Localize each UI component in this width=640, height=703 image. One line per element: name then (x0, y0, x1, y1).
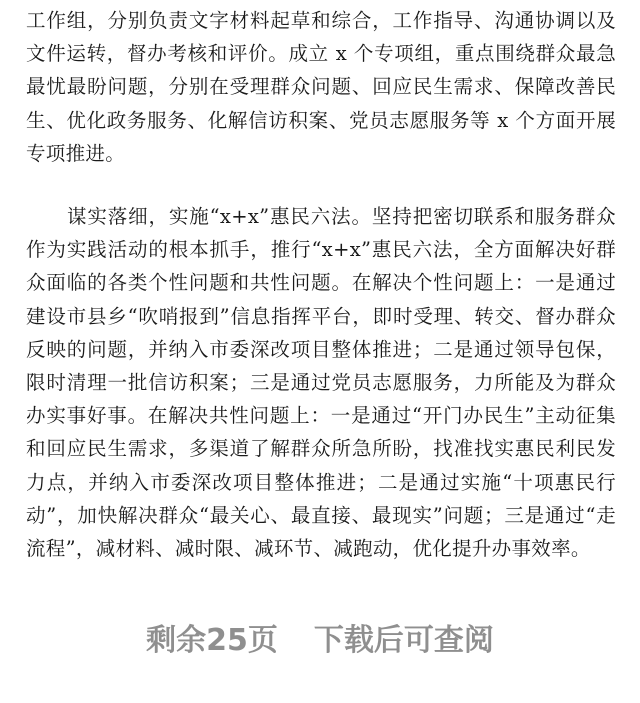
download-footer[interactable] (0, 616, 640, 666)
document-body (26, 0, 616, 565)
download-to-view-label[interactable]: 下载后可查阅 (313, 623, 494, 658)
paragraph-six-methods: 谋实落细，实施“x+x”惠民六法。坚持把密切联系和服务群众作为实践活动的根本抓手，推行“x+x”惠民六法，全方面解决好群众面临的各类个性问题和共性问题。在解决个性问题上：一是通过建设市县乡“吹哨报到”信息指挥平台，即时受理、转交、督办群众反映的问题，并纳入市委深改项目整体推进；二是通过领导包保，限时清理一批信访积案；三是通过党员志愿服务，力所能及为群众办实事好事。在解决共性问题上：一是通过“开门办民生”主动征集和回应民生需求，多渠道了解群众所急所盼，找准找实惠民利民发力点，并纳入市委深改项目整体推进；二是通过实施“十项惠民行动”，加快解决群众“最关心、最直接、最现实”问题；三是通过“走流程”，减材料、减时限、减环节、减跑动，优化提升办事效率。 (26, 205, 616, 561)
paragraph-work-groups: 工作组，分别负责文字材料起草和综合，工作指导、沟通协调以及文件运转，督办考核和评价。成立 x 个专项组，重点围绕群众最急最忧最盼问题，分别在受理群众问题、回应民生需求、保障改善民生、优化政务服务、化解信访积案、党员志愿服务等 x 个方面开展专项推进。 (26, 9, 616, 165)
remaining-pages-label: 剩余25页 (146, 623, 278, 658)
